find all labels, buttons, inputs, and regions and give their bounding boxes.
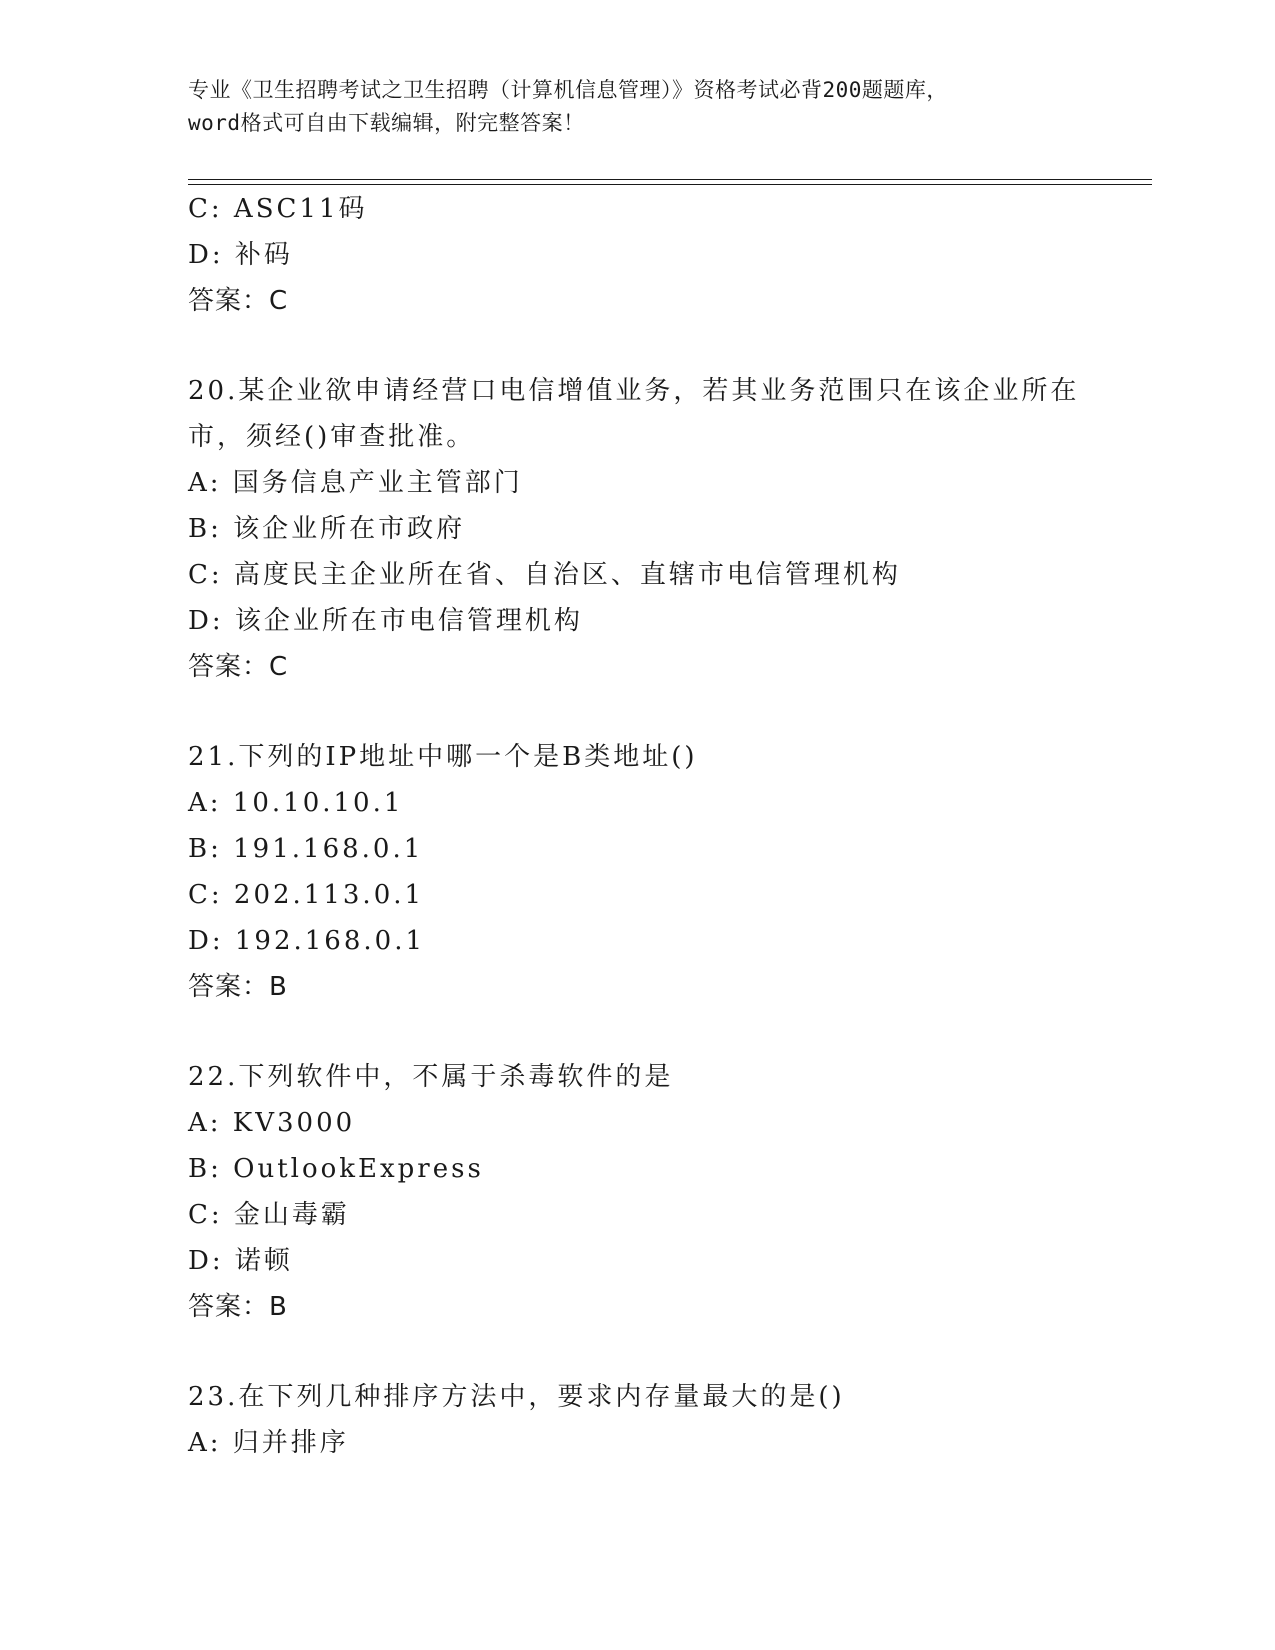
answer-line: 答案：C [188,286,289,316]
answer-line: 答案：C [188,652,289,682]
spacer [188,324,1148,368]
option-c: C: 202.113.0.1 [188,880,425,910]
header-title-line-2: word格式可自由下载编辑，附完整答案！ [188,111,585,135]
option-c: C: 高度民主企业所在省、自治区、直辖市电信管理机构 [188,560,901,590]
option-a: A: KV3000 [188,1108,356,1138]
spacer [188,1010,1148,1054]
document-header [188,74,1088,140]
spacer [188,1330,1148,1374]
question-list [188,186,1148,1466]
option-a: A: 10.10.10.1 [188,788,404,818]
header-divider-top [188,179,1152,180]
question-stem: 21.下列的IP地址中哪一个是B类地址() [188,742,698,772]
question-stem-line-2: 市，须经()审查批准。 [188,422,476,452]
option-d: D: 该企业所在市电信管理机构 [188,606,583,636]
option-a: A: 国务信息产业主管部门 [188,468,523,498]
question-20 [188,368,1148,690]
answer-line: 答案：B [188,972,288,1002]
question-stem: 23.在下列几种排序方法中，要求内存量最大的是() [188,1382,845,1412]
question-19-continuation [188,186,1148,324]
option-b: B: 191.168.0.1 [188,834,424,864]
header-divider-bottom [188,184,1152,185]
option-d: D: 补码 [188,240,293,270]
question-23 [188,1374,1148,1466]
question-stem-line-1: 20.某企业欲申请经营口电信增值业务，若其业务范围只在该企业所在 [188,376,1080,406]
option-c: C: 金山毒霸 [188,1200,350,1230]
option-a: A: 归并排序 [188,1428,349,1458]
question-stem: 22.下列软件中，不属于杀毒软件的是 [188,1062,674,1092]
option-c: C: ASC11码 [188,194,368,224]
header-title-line-1: 专业《卫生招聘考试之卫生招聘（计算机信息管理）》资格考试必背200题题库， [188,78,948,102]
option-d: D: 诺顿 [188,1246,293,1276]
question-22 [188,1054,1148,1330]
option-b: B: OutlookExpress [188,1154,484,1184]
answer-line: 答案：B [188,1292,288,1322]
spacer [188,690,1148,734]
option-d: D: 192.168.0.1 [188,926,425,956]
option-b: B: 该企业所在市政府 [188,514,466,544]
question-21 [188,734,1148,1010]
